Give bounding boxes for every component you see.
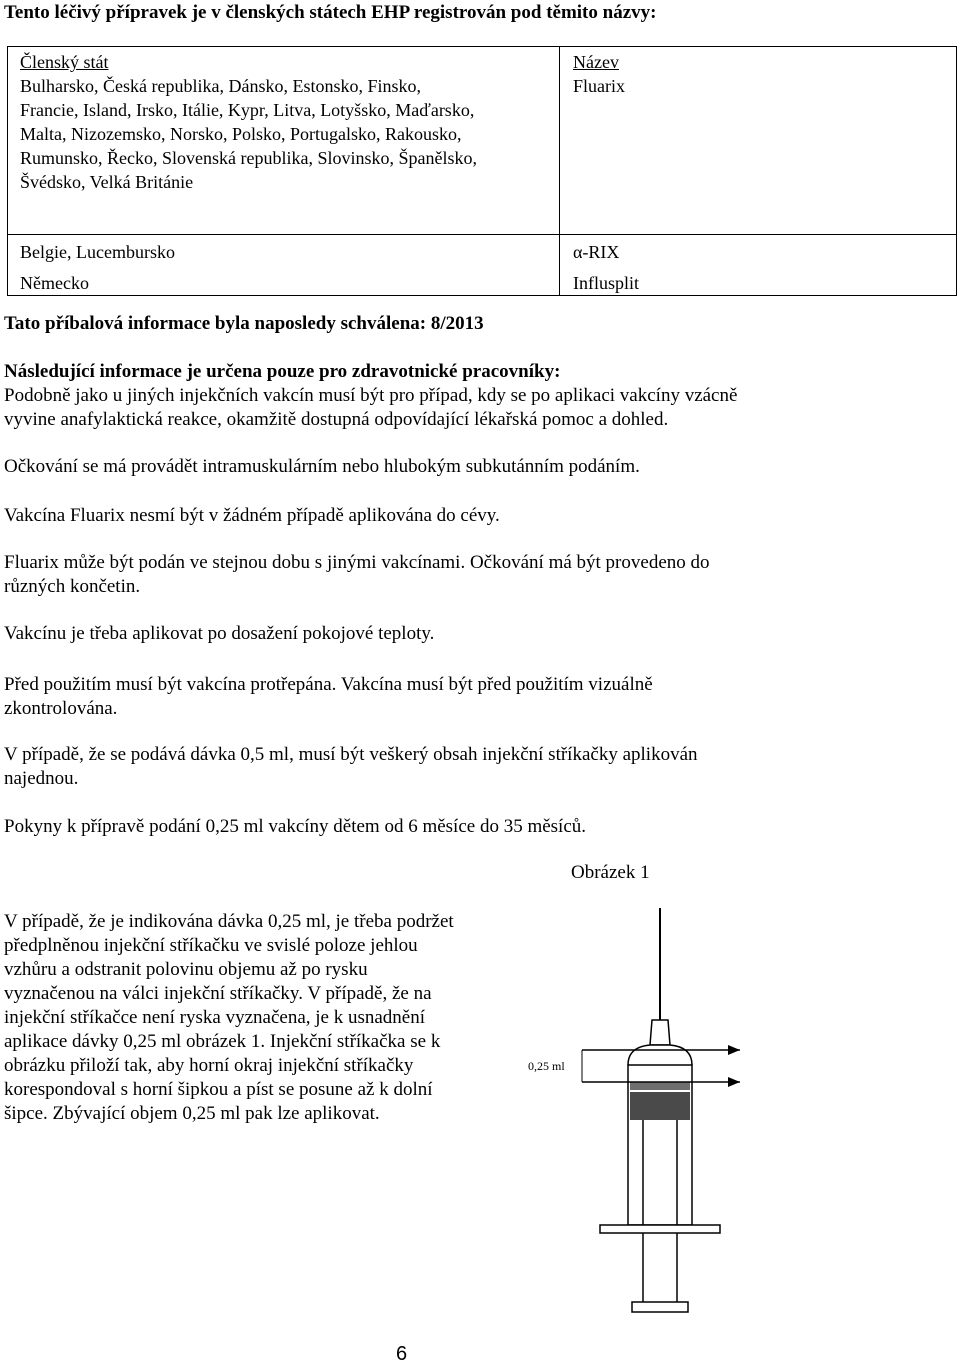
paragraph: Očkování se má provádět intramuskulárním nebo hlubokým subkutánním podáním.	[4, 456, 640, 477]
page-number: 6	[396, 1343, 408, 1365]
product-name: Influsplit	[573, 273, 639, 293]
paragraph: V případě, že se podává dávka 0,5 ml, musí být veškerý obsah injekční stříkačky aplikován najednou.	[4, 744, 698, 789]
column-header-name: Název	[573, 52, 619, 72]
lower-arrow-head	[728, 1077, 740, 1087]
plunger-thumb-rest	[632, 1302, 688, 1312]
column-header-member-state: Členský stát	[20, 52, 109, 72]
paragraph: Podobně jako u jiných injekčních vakcín musí být pro případ, kdy se po aplikaci vakcíny vzácně vyvine anafylaktická reakce, okamžitě dostupná odpovídající lékařská pomoc a dohled.	[4, 385, 738, 430]
state-line: Bulharsko, Česká republika, Dánsko, Estonsko, Finsko,	[20, 76, 421, 96]
registration-table	[7, 46, 957, 296]
product-name: α-RIX	[573, 242, 620, 262]
upper-arrow-head	[728, 1045, 740, 1055]
plunger-stopper-top	[630, 1082, 690, 1090]
state-line: Francie, Island, Irsko, Itálie, Kypr, Litva, Lotyšsko, Maďarsko,	[20, 100, 475, 120]
paragraph: Pokyny k přípravě podání 0,25 ml vakcíny dětem od 6 měsíce do 35 měsíců.	[4, 816, 587, 837]
barrel-top	[628, 1045, 692, 1065]
figure-caption: Obrázek 1	[571, 862, 650, 883]
paragraph: Fluarix může být podán ve stejnou dobu s jinými vakcínami. Očkování má být provedeno do různých končetin.	[4, 552, 710, 597]
table-cell-name-group1	[560, 47, 957, 235]
state-line: Německo	[20, 273, 89, 293]
paragraph: Před použitím musí být vakcína protřepána. Vakcína musí být před použitím vizuálně zkontrolována.	[4, 674, 653, 719]
state-line: Malta, Nizozemsko, Norsko, Polsko, Portugalsko, Rakousko,	[20, 124, 462, 144]
plunger-stopper	[630, 1092, 690, 1120]
page-heading: Tento léčivý přípravek je v členských státech EHP registrován pod těmito názvy:	[4, 2, 657, 23]
needle-hub	[650, 1020, 670, 1045]
syringe-volume-label: 0,25 ml	[528, 1059, 565, 1073]
table-cell-states-group1	[8, 47, 560, 235]
hcp-heading: Následující informace je určena pouze pro zdravotnické pracovníky:	[4, 361, 561, 382]
paragraph: Vakcína Fluarix nesmí být v žádném případě aplikována do cévy.	[4, 505, 500, 526]
syringe-illustration	[520, 900, 750, 1340]
state-line: Belgie, Lucembursko	[20, 242, 175, 262]
approval-date-line: Tato příbalová informace byla naposledy schválena: 8/2013	[4, 313, 484, 334]
state-line: Švédsko, Velká Británie	[20, 172, 194, 192]
paragraph: Vakcínu je třeba aplikovat po dosažení pokojové teploty.	[4, 623, 435, 644]
finger-flange	[600, 1225, 720, 1233]
state-line: Rumunsko, Řecko, Slovenská republika, Slovinsko, Španělsko,	[20, 148, 477, 168]
product-name: Fluarix	[573, 76, 625, 96]
half-dose-instructions: V případě, že je indikována dávka 0,25 ml, je třeba podržet předplněnou injekční stříkačku ve svislé poloze jehlou vzhůru a odstranit polovinu objemu až po rysku vyznačenou na válci injekční stříkačky. V případě, že na injekční stříkačce není ryska vyznačena, je k usnadnění aplikace dávky 0,25 ml obrázek 1. Injekční stříkačka se k obrázku přiloží tak, aby horní okraj injekční stříkačky korespondoval s horní šipkou a píst se posune až k dolní šipce. Zbývající objem 0,25 ml pak lze aplikovat.	[4, 911, 454, 1124]
table-cell-name-group2	[560, 235, 957, 296]
table-cell-states-group2	[8, 235, 560, 296]
